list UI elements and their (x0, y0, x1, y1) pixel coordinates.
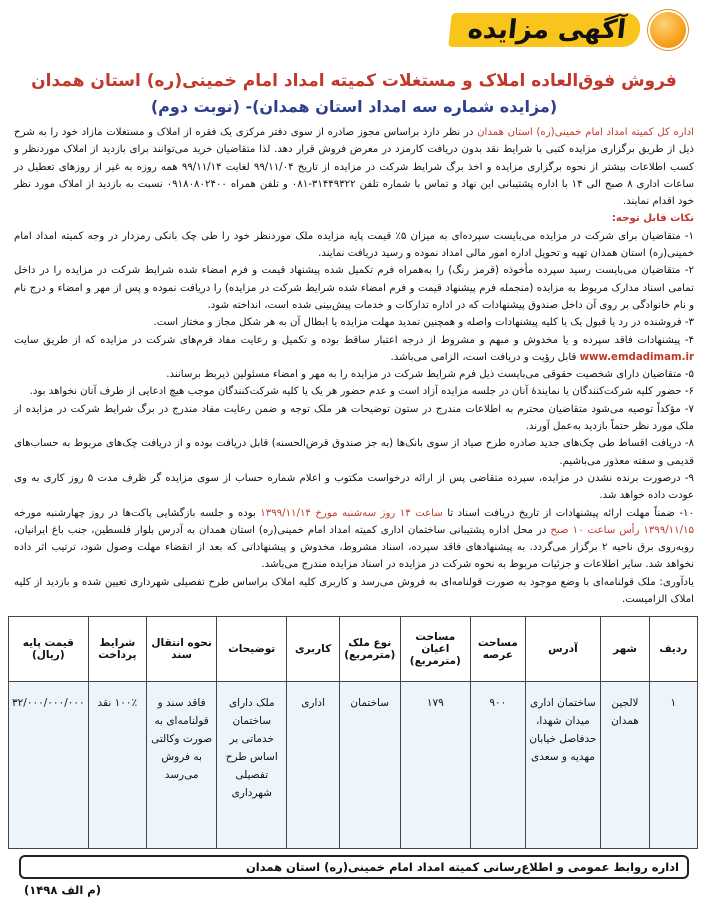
col-transfer: نحوه انتقال سند (147, 617, 217, 682)
note-1: ۱- متقاضیان برای شرکت در مزایده می‌بایست سپرده‌ای به میزان ۵٪ قیمت پایه مزایده ملک موردنظر خود را طی چک بانکی رمزدار در وجه کمیته امداد امام خمینی(ره) استان همدان تهیه و تحویل اداره امور مالی امداد نموده و رسید دریافت نمایند. (14, 230, 694, 260)
col-base-price: قیمت پایه (ریال) (9, 617, 89, 682)
note-4 (14, 332, 694, 367)
col-building-area: مساحت اعیان (مترمربع) (400, 617, 470, 682)
cell-property-type: ساختمان (339, 682, 400, 849)
note-9: ۹- درصورت برنده نشدن در مزایده، سپرده متقاضی پس از ارائه درخواست مکتوب و اعلام شماره حساب از سوی مزایده گر ظرف مدت ۵ روز کاری به وی عودت داده خواهد شد. (14, 472, 694, 502)
cell-usage: اداری (287, 682, 340, 849)
website-link[interactable]: www.emdadimam.ir (579, 351, 694, 363)
col-city: شهر (601, 617, 649, 682)
note-6: ۶- حضور کلیه شرکت‌کنندگان یا نمایندهٔ آنان در جلسه مزایده آزاد است و عدم حضور هر یک یا کلیه شرکت‌کنندگان موجب هیچ ادعایی از طرف آنان نخواهد بود. (29, 386, 694, 398)
cell-transfer: فاقد سند و قولنامه‌ای به صورت وکالتی به فروش می‌رسد (147, 682, 217, 849)
col-usage: کاربری (287, 617, 340, 682)
note-10-text-3: در محل اداره پشتیبانی ساختمان اداری کمیته امداد امام خمینی(ره) استان همدان به آدرس بلوار فلسطین، جنب باغ ایرانیان، روبه‌روی برق ناحیه ۲ برگزار می‌گردد. به پیشنهادهای فاقد سپرده، اسناد مشروط، مخدوش و پیشنهاداتی که بعد از انقضاء مهلت وصول شود، ترتیب اثر داده نخواهد شد. سایر اطلاعات و جزئیات مربوط به نحوه شرکت در مزایده در اسناد مزایده مندرج می‌باشد. (14, 524, 694, 571)
note-7: ۷- مؤکداً توصیه می‌شود متقاضیان محترم به اطلاعات مندرج در ستون توضیحات هر ملک توجه و ضمن رعایت مفاد مندرج در برگ شرایط شرکت در مزایده از ملک مورد نظر حتماً بازدید به‌عمل آورند. (14, 403, 694, 433)
cell-payment: ۱۰۰٪ نقد (88, 682, 146, 849)
publisher-bar: اداره روابط عمومی و اطلاع‌رسانی کمیته امداد امام خمینی(ره) استان همدان (19, 855, 689, 879)
ad-code (24, 879, 698, 897)
cell-area: ۹۰۰ (471, 682, 526, 849)
note-3: ۳- فروشنده در رد یا قبول یک یا کلیه پیشنهادات واصله و همچنین تمدید مهلت مزایده یا ابطال آن به هر شکل مجاز و مختار است. (153, 317, 694, 329)
note-10-text-2: بوده و جلسه بازگشایی پاکت‌ها در روز چهارشنبه مورخه (14, 507, 256, 519)
col-description: توضیحات (217, 617, 287, 682)
note-4-text: ۴- پیشنهادات فاقد سپرده و یا مخدوش و مبهم و مشروط از درجه اعتبار ساقط بوده و تکمیل و رعایت مفاد فرم‌های شرکت در مزایده که از طریق سایت (14, 334, 694, 346)
notes-heading: نکات قابل توجه: (611, 213, 694, 225)
cell-base-price: ۳۲/۰۰۰/۰۰۰/۰۰۰ (9, 682, 89, 849)
cell-city: لالجین همدان (601, 682, 649, 849)
note-10-deadline: ساعت ۱۴ روز سه‌شنبه مورخ ۱۳۹۹/۱۱/۱۴ (260, 507, 443, 519)
table-row (9, 682, 698, 849)
cell-address: ساختمان اداری میدان شهدا، حدفاصل خیابان مهدیه و سعدی (525, 682, 601, 849)
notice-body (10, 124, 698, 608)
table-header-row (9, 617, 698, 682)
header-logo (450, 10, 688, 50)
note-10-opening: ۱۳۹۹/۱۱/۱۵ رأس ساعت ۱۰ صبح (550, 524, 694, 536)
banner-title: آگهی مزایده (448, 13, 641, 47)
notice-title: فروش فوق‌العاده املاک و مستغلات کمیته امداد امام خمینی(ره) استان همدان (31, 71, 677, 91)
header (10, 6, 698, 64)
cell-row: ۱ (649, 682, 697, 849)
col-property-type: نوع ملک (مترمربع) (339, 617, 400, 682)
cell-building-area: ۱۷۹ (400, 682, 470, 849)
ad-code-text: (م الف ۱۴۹۸) (24, 883, 101, 898)
cell-description: ملک دارای ساختمان خدماتی بر اساس طرح تفصیلی شهرداری (217, 682, 287, 849)
col-area: مساحت عرصه (471, 617, 526, 682)
note-2: ۲- متقاضیان می‌بایست رسید سپرده مأخوذه (قرمز رنگ) را به‌همراه فرم تکمیل شده پیشنهاد قیمت و فرم امضاء شده شرایط شرکت در مزایده را در داخل تمامی اسناد مدارک مربوط به مزایده (منجمله فرم پیشنهاد قیمت و فرم امضاء شده شرایط شرکت در مزایده) را دریافت نموده و پس از مهر و امضاء و درج نام و نام خانوادگی بر روی آن داخل صندوق پیشنهادات که در اداره تدارکات و خدمات پیش‌بینی شده است، انداخته شود. (14, 265, 694, 311)
col-payment: شرایط پرداخت (88, 617, 146, 682)
properties-table (8, 616, 698, 849)
notice-subtitle: (مزایده شماره سه امداد استان همدان)- (نوبت دوم) (150, 97, 558, 116)
note-5: ۵- متقاضیان دارای شخصیت حقوقی می‌بایست ذیل فرم شرایط شرکت در مزایده را به مهر و امضاء مسئولین ذیربط برسانند. (166, 369, 694, 381)
intro-text: در نظر دارد براساس مجوز صادره از سوی دفتر مرکزی یک فقره از املاک و مستغلات مازاد خود را به شرح ذیل از طریق برگزاری مزایده کتبی با شرایط نقد بدون دریافت کارمزد در معرض فروش قرار دهد. لذا متقاضیان خرید می‌توانند برای بازدید از املاک موردنظر و کسب اطلاعات بیشتر از نحوه برگزاری مزایده و اخذ برگ شرایط شرکت در مزایده از تاریخ ۹۹/۱۱/۰۴ لغایت ۹۹/۱۱/۱۴ همه روزه به غیر از روزهای تعطیل در ساعات اداری ۸ صبح الی ۱۴ با اداره پشتیبانی این نهاد و تماس با شماره تلفن ۳۱۴۴۹۳۲۲-۰۸۱ و تلفن همراه ۰۹۱۸۰۸۰۲۴۰۰ نسبت به بازدید از املاک مورد نظر خود اقدام نمایند. (14, 127, 694, 208)
note-4-text-end: قابل رؤیت و دریافت است، الزامی می‌باشد. (390, 351, 577, 363)
col-row: ردیف (649, 617, 697, 682)
intro-paragraph (14, 124, 694, 210)
note-10-text: ۱۰- ضمناً مهلت ارائه پیشنهادات از تاریخ دریافت اسناد تا (447, 507, 694, 519)
note-8: ۸- دریافت اقساط طی چک‌های جدید صادره طرح صیاد از سوی بانک‌ها (به جز صندوق قرض‌الحسنه) قابل دریافت بوده و از دریافت چک‌های مربوط به حساب‌های قدیمی و سفته معذور می‌باشیم. (14, 438, 694, 467)
sun-circle-icon (648, 10, 688, 50)
col-address: آدرس (525, 617, 601, 682)
intro-org: اداره کل کمیته امداد امام خمینی(ره) استان همدان (477, 127, 695, 138)
note-10 (14, 505, 694, 574)
reminder: یادآوری: ملک قولنامه‌ای با وضع موجود به صورت قولنامه‌ای به فروش می‌رسد و کاربری کلیه املاک براساس طرح تفصیلی شهرداری تعیین شده و بازدید از کلیه املاک الزامیست. (14, 576, 694, 606)
